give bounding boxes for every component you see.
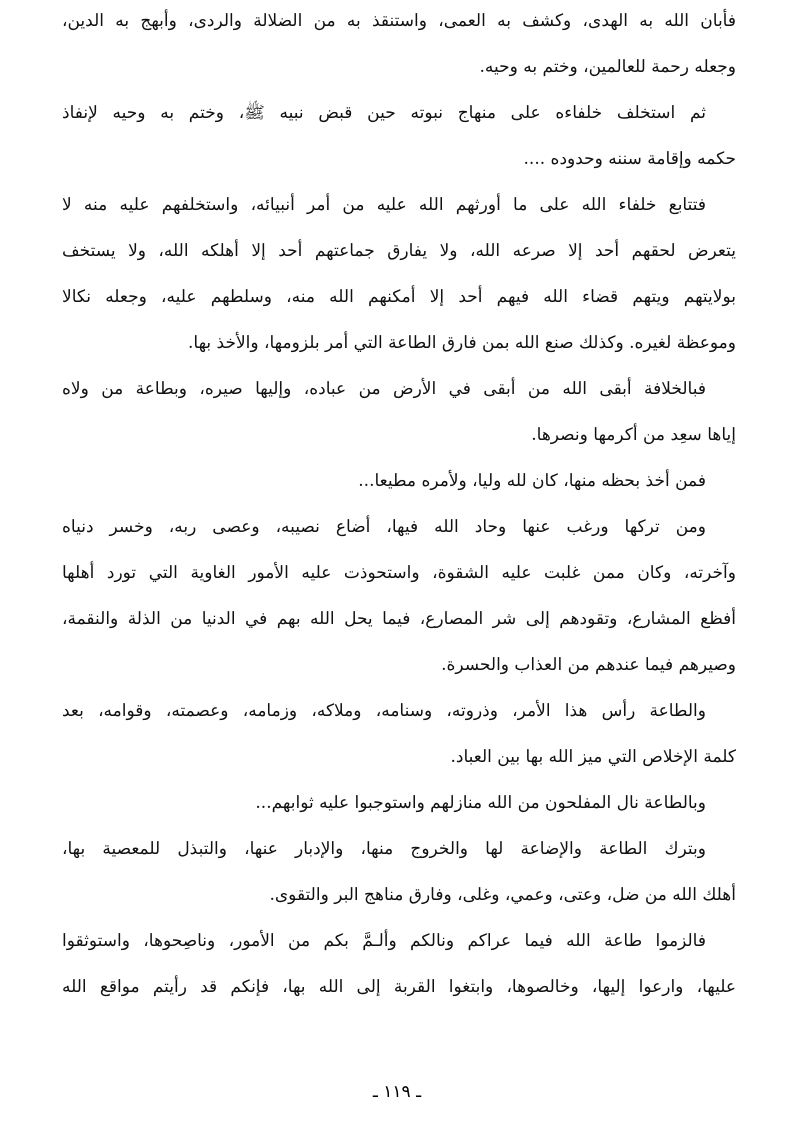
text-line: وبترك الطاعة والإضاعة لها والخروج منها، والإدبار عنها، والتبذل للمعصية بها، [62,839,706,859]
text-line: وموعظة لغيره. وكذلك صنع الله بمن فارق الطاعة التي أمر بلزومها، والأخذ بها. [187,333,736,353]
text-line: كلمة الإخلاص التي ميز الله بها بين العباد. [450,747,736,767]
text-line: أهلك الله من ضل، وعتى، وعمي، وغلى، وفارق مناهج البر والتقوى. [269,885,736,905]
text-line: فبالخلافة أبقى الله من أبقى في الأرض من عباده، وإليها صيره، وبطاعة من ولاه [62,379,706,399]
text-line: عليها، وارعوا إليها، وخالصوها، وابتغوا القربة إلى الله بها، فإنكم قد رأيتم مواقع الله [62,977,736,997]
text-line: وجعله رحمة للعالمين، وختم به وحيه. [479,57,736,77]
text-line: يتعرض لحقهم أحد إلا صرعه الله، ولا يفارق جماعتهم أحد إلا أهلكه الله، ولا يستخف [62,241,736,261]
text-line: وآخرته، وكان ممن غلبت عليه الشقوة، واستحوذت عليه الأمور الغاوية التي تورد أهلها [62,563,736,583]
text-line: ثم استخلف خلفاءه على منهاج نبوته حين قبض نبيه ﷺ، وختم به وحيه لإنفاذ [62,103,706,123]
text-line: فمن أخذ بحظه منها، كان لله وليا، ولأمره مطيعا... [358,471,706,491]
text-line: فالزموا طاعة الله فيما عراكم ونالكم وألـمَّ بكم من الأمور، وناصِحوها، واستوثقوا [62,931,706,951]
text-line: والطاعة رأس هذا الأمر، وذروته، وسنامه، وملاكه، وزمامه، وعصمته، وقوامه، بعد [62,701,706,721]
text-line: فتتابع خلفاء الله على ما أورثهم الله عليه من أمر أنبيائه، واستخلفهم عليه منه لا [62,195,706,215]
text-line: بولايتهم ويتهم قضاء الله فيهم أحد إلا أمكنهم الله منه، وسلطهم عليه، وجعله نكالا [62,287,736,307]
text-line: وصيرهم فيما عندهم من العذاب والحسرة. [441,655,736,675]
text-line: وبالطاعة نال المفلحون من الله منازلهم واستوجبوا عليه ثوابهم... [255,793,706,813]
text-line: أفظع المشارع، وتقودهم إلى شر المصارع، فيما يحل الله بهم في الدنيا من الذلة والنقمة، [62,609,736,629]
page-number: ـ ١١٩ ـ [372,1082,422,1102]
document-body [62,0,736,1012]
text-line: حكمه وإقامة سننه وحدوده .... [523,149,736,169]
text-line: ومن تركها ورغب عنها وحاد الله فيها، أضاع نصيبه، وعصى ربه، وخسر دنياه [62,517,706,537]
text-line: فأبان الله به الهدى، وكشف به العمى، واستنقذ به من الضلالة والردى، وأبهج به الدين، [62,11,736,31]
text-line: إياها سعِد من أكرمها ونصرها. [531,425,736,445]
